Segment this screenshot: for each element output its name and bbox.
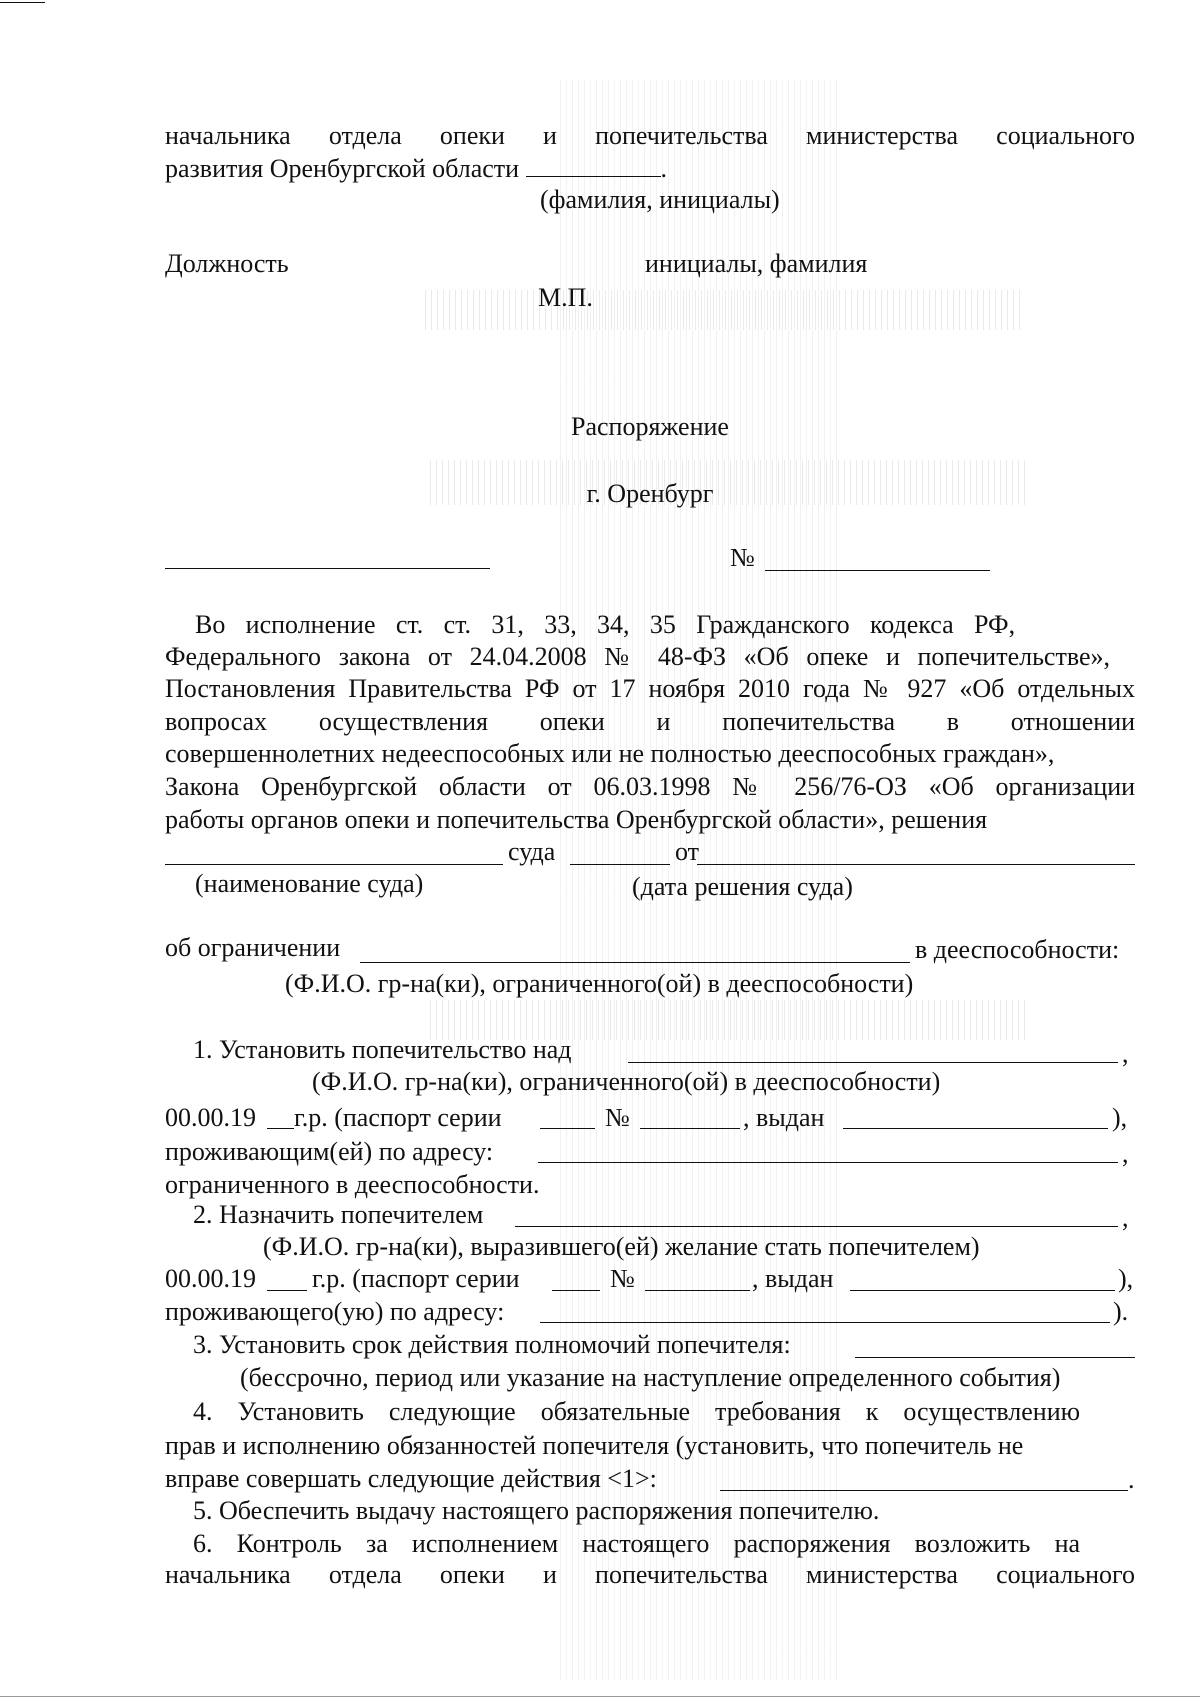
item-6-line-1: 6. Контроль за исполнением настоящего распоряжения возложить на [193,1529,1081,1558]
item-1-address-field[interactable] [538,1162,1118,1163]
scan-noise-band [430,1000,1030,1040]
item-2-issued-field[interactable] [850,1290,1115,1291]
preamble-line-5: совершеннолетних недееспособных или не полностью дееспособных граждан», [165,739,1055,768]
preamble-line-1: Во исполнение ст. ст. 31, 33, 34, 35 Гражданского кодекса РФ, [195,610,1016,639]
item-2-text: 2. Назначить попечителем [193,1200,484,1229]
header-line-2: развития Оренбургской области . [165,154,668,183]
item-4-line-1: 4. Установить следующие обязательные требования к осуществлению [193,1397,1081,1426]
item-1-series-field[interactable] [540,1128,595,1129]
court-caption: (наименование суда) [195,869,424,898]
restriction-label: об ограничении [165,933,341,962]
restricted-person-field[interactable] [360,962,910,963]
term-field[interactable] [855,1357,1135,1358]
item-1-caption: (Ф.И.О. гр-на(ки), ограниченного(ой) в дееспособности) [312,1067,941,1096]
stamp-place: М.П. [538,283,593,312]
item-2-address-field[interactable] [540,1322,1110,1323]
ward-name-field[interactable] [628,1062,1118,1063]
from-word: от [675,837,700,866]
item-2-series-field[interactable] [552,1290,600,1291]
restriction-end: в дееспособности: [915,935,1120,964]
preamble-line-3: Постановления Правительства РФ от 17 ноября 2010 года № 927 «Об отдельных [165,674,1135,703]
scan-edge-line [0,2,45,3]
item-1-dob: 00.00.19 [165,1103,256,1132]
court-blank[interactable] [570,864,670,865]
court-word: суда [508,837,556,866]
number-sign: № [730,543,755,572]
item-6-line-2: начальника отдела опеки и попечительства министерства социального [165,1560,1135,1589]
scan-noise-band [430,460,1030,505]
item-1-text: 1. Установить попечительство над [193,1035,572,1064]
item-4-line-2: прав и исполнению обязанностей попечителя (установить, что попечитель не [165,1431,1024,1460]
header-line-1: начальника отдела опеки и попечительства министерства социального [165,121,1136,150]
item-2-dob: 00.00.19 [165,1264,256,1293]
item-1-number-field[interactable] [640,1128,740,1129]
item-2-passport: г.р. (паспорт серии [312,1264,520,1293]
item-5-text: 5. Обеспечить выдачу настоящего распоряжения попечителю. [193,1496,880,1525]
item-3-text: 3. Установить срок действия полномочий попечителя: [193,1330,791,1359]
preamble-line-6: Закона Оренбургской области от 06.03.1998 № 256/76-ОЗ «Об организации [165,772,1136,801]
item-1-year-field[interactable] [267,1128,294,1129]
item-1-issued-field[interactable] [843,1128,1108,1129]
position-label: Должность [165,249,289,278]
decision-date-caption: (дата решения суда) [632,872,853,901]
item-1-passport: г.р. (паспорт серии [294,1103,502,1132]
item-2-number-field[interactable] [645,1290,750,1291]
item-2-caption: (Ф.И.О. гр-на(ки), выразившего(ей) желание стать попечителем) [263,1232,980,1261]
item-1-restricted: ограниченного в дееспособности. [165,1170,540,1199]
item-3-caption: (бессрочно, период или указание на наступление определенного события) [240,1363,1061,1392]
surname-caption: (фамилия, инициалы) [540,185,780,214]
date-field[interactable] [165,568,490,569]
surname-field[interactable] [526,154,661,177]
document-city: г. Оренбург [586,479,714,508]
document-title: Распоряжение [571,412,729,441]
item-1-address-label: проживающим(ей) по адресу: [165,1137,494,1166]
initials-label: инициалы, фамилия [645,249,868,278]
scan-bottom-line [0,1696,1200,1697]
preamble-line-4: вопросах осуществления опеки и попечительства в отношении [165,707,1136,736]
court-name-field[interactable] [165,864,503,865]
document-page: начальника отдела опеки и попечительства министерства социального развития Оренбургской области . (фамилия, инициалы) Должность инициалы, фамилия М.П. Распоряжение г. Оренбург № Во исполнение ст. ст. 31, 33, 34, 35 Гражданского кодекса РФ, Федерального закона от 24.04.2008 № 48-ФЗ «Об опеке и попечительстве», Постановления Правительства РФ от 17 ноября 2010 года № 927 «Об отдельных вопросах осуществления опеки и попечительства в отношении совершеннолетних недееспособных или не полностью дееспособных граждан», Закона Оренбургской области от 06.03.1998 № 256/76-ОЗ «Об организации работы органов опеки и попечительства Оренбургской области», решения суда от (наименование суда) (дата решения суда) об ограничении в дееспособности: (Ф.И.О. гр-на(ки), ограниченного(ой) в дееспособности) 1. Установить попечительство над , (Ф.И.О. гр-на(ки), ограниченного(ой) в дееспособности) 00.00.19 г.р. (паспорт серии № , выдан ), проживающим(ей) по адресу: , ограниченного в дееспособности. 2. Назначить попечителем , (Ф.И.О. гр-на(ки), выразившего(ей) желание стать попечителем) 00.00.19 г.р. (паспорт серии № , выдан ), проживающего(ую) по адресу: ). 3. Установить срок действия полномочий попечителя: (бессрочно, период или указание на наступление определенного события) 4. Установить следующие обязательные требования к осуществлению прав и исполнению обязанностей попечителя (установить, что попечитель не вправе совершать следующие действия <1>: . 5. Обеспечить выдачу настоящего распоряжения попечителю. 6. Контроль за исполнением настоящего распоряжения возложить на начальника отдела опеки и попечительства министерства социального [0,0,1200,1701]
item-2-address-label: проживающего(ую) по адресу: [165,1297,505,1326]
item-4-line-3: вправе совершать следующие действия <1>: [165,1464,657,1493]
number-field[interactable] [765,570,990,571]
guardian-name-field[interactable] [515,1226,1118,1227]
preamble-line-2: Федерального закона от 24.04.2008 № 48-ФЗ «Об опеке и попечительстве», [165,642,1111,671]
restrictions-field[interactable] [720,1490,1128,1491]
item-2-year-field[interactable] [267,1290,307,1291]
scan-noise-band [425,290,1025,330]
restricted-person-caption: (Ф.И.О. гр-на(ки), ограниченного(ой) в дееспособности) [285,969,914,998]
decision-date-field[interactable] [697,864,1135,865]
preamble-line-7: работы органов опеки и попечительства Оренбургской области», решения [165,805,988,834]
